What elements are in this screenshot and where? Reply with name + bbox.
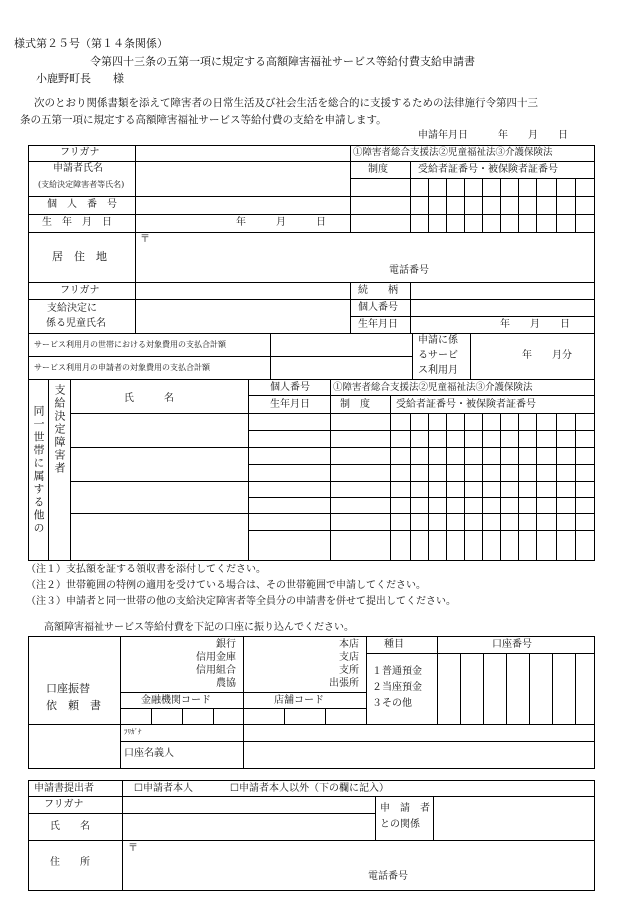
household-cert-col: 受給者証番号・被保険者証番号 bbox=[396, 399, 536, 410]
household-side-label-b: 支給決定障害者 bbox=[53, 384, 66, 475]
applicant-address-label: 居 住 地 bbox=[52, 250, 107, 263]
intro-line-2: 条の五第一項に規定する高額障害福祉サービス等給付費の支給を申請します。 bbox=[20, 114, 387, 126]
child-birth-label: 生年月日 bbox=[358, 319, 398, 330]
submitter-name-label: 氏 名 bbox=[50, 821, 90, 832]
household-personal-number-col: 個人番号 bbox=[270, 382, 310, 393]
holder-name-label: 口座名義人 bbox=[124, 748, 174, 759]
submitter-postal-mark: 〒 bbox=[128, 843, 138, 854]
account-type-1: １普通預金 bbox=[372, 666, 422, 677]
applicant-personal-number-label: 個 人 番 号 bbox=[47, 199, 117, 210]
applicant-phone-label: 電話番号 bbox=[389, 265, 429, 276]
applicant-name-sublabel: (支給決定障害者等氏名) bbox=[38, 180, 125, 189]
submitter-relation-label-1: 申 請 者 bbox=[380, 803, 430, 814]
submitter-option-other[interactable]: ☐申請者本人以外（下の欄に記入） bbox=[230, 783, 389, 794]
bank-label-line-2: 依 頼 書 bbox=[46, 699, 101, 712]
application-date: 申請年月日 年 月 日 bbox=[418, 130, 568, 141]
child-label-line-2: 係る児童氏名 bbox=[46, 318, 106, 329]
applicant-postal-mark: 〒 bbox=[140, 234, 150, 245]
applicant-birth-value: 年 月 日 bbox=[236, 217, 326, 228]
child-furigana-label: フリガナ bbox=[60, 285, 100, 296]
service-month-label-1: 申請に係 bbox=[418, 335, 458, 346]
service-month-label-3: ス利用月 bbox=[418, 365, 458, 376]
bank-type-1: 銀行 bbox=[216, 639, 236, 650]
applicant-furigana-label: フリガナ bbox=[60, 147, 100, 158]
note-3: （注３）申請者と同一世帯の他の支給決定障害者等全員分の申請書を併せて提出してください。 bbox=[26, 596, 456, 607]
child-birth-value: 年 月 日 bbox=[500, 319, 570, 330]
applicant-cert-col: 受給者証番号・被保険者証番号 bbox=[418, 164, 558, 175]
bank-intro: 高額障害福祉サービス等給付費を下記の口座に振り込んでください。 bbox=[44, 622, 354, 633]
bank-label-line-1: 口座振替 bbox=[46, 682, 90, 695]
submitter-option-self[interactable]: ☐申請者本人 bbox=[134, 783, 193, 794]
account-type-3: ３その他 bbox=[372, 698, 412, 709]
bank-code-label: 金融機関コード bbox=[141, 695, 211, 706]
child-relation-label: 続 柄 bbox=[358, 285, 398, 296]
applicant-name-label: 申請者氏名 bbox=[53, 163, 103, 174]
child-label-line-1: 支給決定に bbox=[47, 303, 97, 314]
household-law-header: ①障害者総合支援法②児童福祉法③介護保険法 bbox=[333, 382, 533, 393]
form-number: 様式第２５号（第１４条関係） bbox=[14, 37, 168, 50]
bank-type-4: 農協 bbox=[216, 678, 236, 689]
bank-type-3: 信用組合 bbox=[196, 665, 236, 676]
note-2: （注２）世帯範囲の特例の適用を受けている場合は、その世帯範囲で申請してください。 bbox=[26, 580, 426, 591]
household-side-label-a: 同一世帯に属する他の bbox=[32, 405, 45, 535]
note-1: （注１）支払額を証する領収書を添付してください。 bbox=[26, 564, 266, 575]
branch-type-4: 出張所 bbox=[329, 678, 359, 689]
addressee: 小鹿野町長 様 bbox=[36, 72, 124, 85]
account-type-header: 種目 bbox=[384, 639, 404, 650]
holder-furigana-label: ﾌﾘｶﾞﾅ bbox=[124, 728, 142, 736]
household-total-label: サービス利用月の世帯における対象費用の支払合計額 bbox=[34, 340, 226, 349]
branch-code-label: 店舗コード bbox=[274, 695, 324, 706]
form-title: 令第四十三条の五第一項に規定する高額障害福祉サービス等給付費支給申請書 bbox=[90, 55, 475, 68]
applicant-total-label: サービス利用月の申請者の対象費用の支払合計額 bbox=[34, 363, 210, 372]
account-type-2: ２当座預金 bbox=[372, 682, 422, 693]
submitter-phone-label: 電話番号 bbox=[368, 871, 408, 882]
submitter-furigana-label: フリガナ bbox=[44, 799, 84, 810]
service-month-label-2: るサービ bbox=[418, 350, 458, 361]
submitter-address-label: 住 所 bbox=[50, 857, 90, 868]
child-personal-number-label: 個人番号 bbox=[358, 302, 398, 313]
submitter-label: 申請書提出者 bbox=[34, 783, 94, 794]
applicant-law-header: ①障害者総合支援法②児童福祉法③介護保険法 bbox=[353, 147, 553, 158]
branch-type-3: 支所 bbox=[339, 665, 359, 676]
intro-line-1: 次のとおり関係書類を添えて障害者の日常生活及び社会生活を総合的に支援するための法律施行令第四十三 bbox=[34, 97, 538, 109]
service-month-value: 年 月分 bbox=[522, 350, 572, 361]
submitter-relation-label-2: との関係 bbox=[380, 819, 420, 830]
branch-type-2: 支店 bbox=[339, 652, 359, 663]
applicant-system-col: 制度 bbox=[368, 164, 388, 175]
household-birth-col: 生年月日 bbox=[270, 399, 310, 410]
applicant-birth-label: 生 年 月 日 bbox=[42, 217, 112, 228]
bank-type-2: 信用金庫 bbox=[196, 652, 236, 663]
branch-type-1: 本店 bbox=[339, 639, 359, 650]
account-number-header: 口座番号 bbox=[492, 639, 532, 650]
household-name-col: 氏 名 bbox=[124, 393, 174, 404]
household-system-col: 制 度 bbox=[340, 399, 370, 410]
